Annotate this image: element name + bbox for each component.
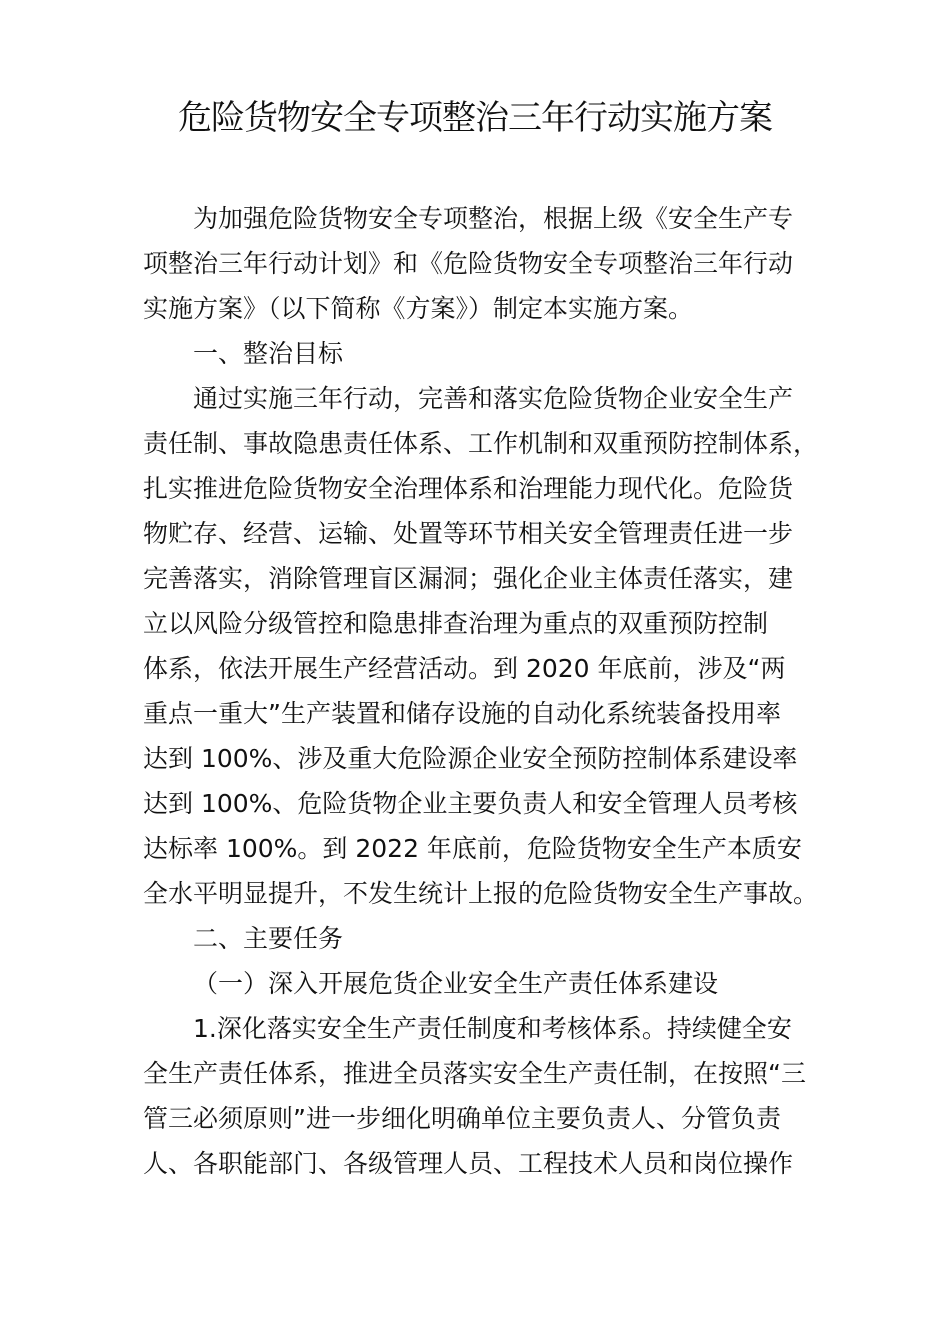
paragraph-line: 全生产责任体系，推进全员落实安全生产责任制，在按照“三 xyxy=(143,1059,806,1088)
paragraph-line: 人、各职能部门、各级管理人员、工程技术人员和岗位操作 xyxy=(143,1149,794,1178)
section-heading: 一、整治目标 xyxy=(193,339,344,368)
section-heading: 二、主要任务 xyxy=(193,924,344,953)
paragraph-line: 项整治三年行动计划》和《危险货物安全专项整治三年行动 xyxy=(143,249,794,278)
document-title: 危险货物安全专项整治三年行动实施方案 xyxy=(178,98,772,138)
paragraph-line: 完善落实，消除管理盲区漏洞；强化企业主体责任落实，建 xyxy=(143,564,794,593)
paragraph-line: 达到 100%、涉及重大危险源企业安全预防控制体系建设率 xyxy=(143,744,798,773)
paragraph-line: 通过实施三年行动，完善和落实危险货物企业安全生产 xyxy=(193,384,794,413)
paragraph-line: 实施方案》（以下简称《方案》）制定本实施方案。 xyxy=(143,294,694,323)
paragraph-line: 立以风险分级管控和隐患排查治理为重点的双重预防控制 xyxy=(143,609,769,638)
paragraph-line: 达到 100%、危险货物企业主要负责人和安全管理人员考核 xyxy=(143,789,798,818)
paragraph-line: 体系，依法开展生产经营活动。到 2020 年底前，涉及“两 xyxy=(143,654,786,683)
paragraph-line: 责任制、事故隐患责任体系、工作机制和双重预防控制体系， xyxy=(143,429,819,458)
subsection-heading: （一）深入开展危货企业安全生产责任体系建设 xyxy=(193,969,719,998)
paragraph-line: 管三必须原则”进一步细化明确单位主要负责人、分管负责 xyxy=(143,1104,781,1133)
paragraph-line: 扎实推进危险货物安全治理体系和治理能力现代化。危险货 xyxy=(143,474,794,503)
paragraph-line: 为加强危险货物安全专项整治，根据上级《安全生产专 xyxy=(193,204,794,233)
paragraph-line: 物贮存、经营、运输、处置等环节相关安全管理责任进一步 xyxy=(143,519,794,548)
paragraph-line: 全水平明显提升，不发生统计上报的危险货物安全生产事故。 xyxy=(143,879,819,908)
paragraph-line: 1.深化落实安全生产责任制度和考核体系。持续健全安 xyxy=(193,1014,792,1043)
paragraph-line: 达标率 100%。到 2022 年底前，危险货物安全生产本质安 xyxy=(143,834,802,863)
paragraph-line: 重点一重大”生产装置和储存设施的自动化系统装备投用率 xyxy=(143,699,781,728)
